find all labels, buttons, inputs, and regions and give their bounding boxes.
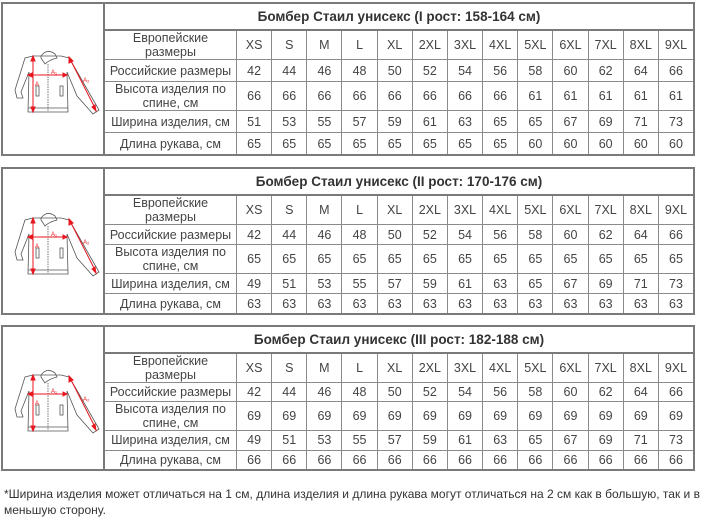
table-cell: 65 (517, 111, 552, 132)
row-label: Высота изделия по спине, см (115, 82, 226, 110)
table-cell: 65 (623, 245, 658, 273)
table-cell: 6XL (552, 31, 587, 59)
table-cell: 65 (377, 133, 412, 154)
table-cell: 3XL (447, 196, 482, 224)
table-cell: 65 (517, 245, 552, 273)
table-cell: 69 (658, 402, 693, 430)
table-cell: 69 (588, 274, 623, 293)
table-cell: 63 (271, 294, 306, 313)
jacket-measurement-diagram-icon (3, 196, 103, 286)
table-cell: 59 (412, 274, 447, 293)
table-cell: 65 (482, 111, 517, 132)
table-cell: 57 (377, 274, 412, 293)
table-cell: 55 (341, 274, 376, 293)
table-cell: 65 (271, 133, 306, 154)
table-cell: 65 (306, 133, 341, 154)
table-cell: 69 (623, 402, 658, 430)
table-cell: XL (377, 354, 412, 382)
table-cell: 65 (588, 245, 623, 273)
table-cell: 58 (517, 60, 552, 81)
height-row (105, 82, 693, 111)
table-cell: 65 (377, 245, 412, 273)
table-cell: 66 (271, 451, 306, 469)
table-cell: 5XL (517, 31, 552, 59)
table-cell: 2XL (412, 196, 447, 224)
table-cell: 53 (306, 431, 341, 449)
table-cell: 64 (623, 60, 658, 81)
table-cell: 55 (341, 431, 376, 449)
table-cell: 63 (306, 294, 341, 313)
table-cell: 66 (517, 451, 552, 469)
table-cell: 65 (447, 245, 482, 273)
height-row (105, 245, 693, 274)
table-cell: 65 (447, 133, 482, 154)
table-cell: 44 (271, 383, 306, 401)
table-cell: 3XL (447, 31, 482, 59)
table-cell: 51 (236, 111, 271, 132)
table-cell: 60 (658, 133, 693, 154)
table-cell: 44 (271, 225, 306, 244)
ru-sizes-row (105, 225, 693, 245)
table-cell: 66 (447, 82, 482, 110)
table-cell: 66 (377, 82, 412, 110)
table-cell: 48 (341, 225, 376, 244)
table-cell: M (306, 196, 341, 224)
table-cell: 69 (552, 402, 587, 430)
table-cell: 9XL (658, 196, 693, 224)
row-label: Ширина изделия, см (111, 276, 230, 291)
table-cell: 8XL (623, 354, 658, 382)
table-cell: 49 (236, 274, 271, 293)
table-cell: 5XL (517, 196, 552, 224)
table-cell: XS (236, 31, 271, 59)
table-cell: 69 (341, 402, 376, 430)
sleeve-row (105, 451, 693, 469)
table-cell: 9XL (658, 31, 693, 59)
table-cell: 52 (412, 225, 447, 244)
table-cell: 60 (552, 225, 587, 244)
row-label: Российские размеры (109, 385, 232, 400)
table-cell: 51 (271, 431, 306, 449)
row-label: Европейские размеры (132, 354, 209, 382)
table-cell: 8XL (623, 31, 658, 59)
table-cell: 66 (658, 225, 693, 244)
table-cell: 46 (306, 60, 341, 81)
table-cell: 42 (236, 60, 271, 81)
width-row (105, 274, 693, 294)
table-cell: 71 (623, 431, 658, 449)
table-cell: 65 (341, 245, 376, 273)
table-cell: 66 (447, 451, 482, 469)
table-cell: 73 (658, 274, 693, 293)
table-cell: 61 (588, 82, 623, 110)
table-cell: 66 (658, 60, 693, 81)
table-cell: 60 (552, 383, 587, 401)
table-cell: 66 (341, 451, 376, 469)
table-cell: L (341, 31, 376, 59)
measurement-label: A₁ (51, 232, 58, 238)
table-cell: 65 (517, 274, 552, 293)
size-table-block (1, 167, 695, 315)
size-table-block (1, 325, 695, 471)
table-cell: 2XL (412, 31, 447, 59)
table-cell: 60 (623, 133, 658, 154)
table-cell: 60 (517, 133, 552, 154)
row-label: Высота изделия по спине, см (115, 245, 226, 273)
table-cell: 8XL (623, 196, 658, 224)
table-cell: 69 (482, 402, 517, 430)
table-cell: 66 (377, 451, 412, 469)
table-cell: 63 (482, 431, 517, 449)
ru-sizes-row (105, 383, 693, 402)
row-label: Длина рукава, см (119, 136, 222, 151)
size-table (105, 4, 693, 154)
table-cell: 66 (658, 383, 693, 401)
table-cell: 9XL (658, 354, 693, 382)
row-label: Высота изделия по спине, см (115, 402, 226, 431)
table-cell: 73 (658, 431, 693, 449)
table-cell: XL (377, 196, 412, 224)
table-cell: 61 (447, 431, 482, 449)
table-cell: 58 (517, 225, 552, 244)
height-row (105, 402, 693, 431)
table-cell: 63 (236, 294, 271, 313)
table-cell: 56 (482, 225, 517, 244)
table-cell: 42 (236, 225, 271, 244)
table-cell: 67 (552, 111, 587, 132)
row-label: Российские размеры (109, 227, 232, 242)
table-cell: 62 (588, 383, 623, 401)
table-cell: 4XL (482, 354, 517, 382)
table-title: Бомбер Стаил унисекс (I рост: 158-164 см) (105, 4, 693, 31)
table-cell: 63 (412, 294, 447, 313)
size-table (105, 169, 693, 313)
table-cell: 52 (412, 383, 447, 401)
row-label: Европейские размеры (132, 31, 209, 59)
table-cell: 44 (271, 60, 306, 81)
table-cell: 69 (271, 402, 306, 430)
table-cell: 66 (482, 82, 517, 110)
table-cell: 67 (552, 431, 587, 449)
row-label: Длина рукава, см (119, 296, 222, 311)
table-cell: 65 (412, 245, 447, 273)
table-cell: XS (236, 354, 271, 382)
table-cell: 63 (482, 294, 517, 313)
measurement-label: A (35, 244, 40, 250)
table-cell: 6XL (552, 354, 587, 382)
table-cell: 46 (306, 383, 341, 401)
table-cell: 61 (412, 111, 447, 132)
table-title: Бомбер Стаил унисекс (II рост: 170-176 см) (105, 169, 693, 196)
table-cell: 61 (623, 82, 658, 110)
table-cell: M (306, 354, 341, 382)
table-cell: 69 (588, 402, 623, 430)
table-cell: 69 (517, 402, 552, 430)
table-cell: 66 (236, 82, 271, 110)
table-cell: 69 (377, 402, 412, 430)
table-cell: 66 (271, 82, 306, 110)
width-row (105, 111, 693, 133)
table-cell: 69 (588, 431, 623, 449)
table-cell: 66 (482, 451, 517, 469)
table-cell: L (341, 196, 376, 224)
table-cell: 63 (341, 294, 376, 313)
table-cell: 66 (552, 451, 587, 469)
table-cell: 7XL (588, 31, 623, 59)
table-cell: 65 (236, 133, 271, 154)
table-cell: 63 (482, 274, 517, 293)
table-cell: 50 (377, 60, 412, 81)
table-cell: 69 (447, 402, 482, 430)
table-cell: XS (236, 196, 271, 224)
ru-sizes-row (105, 60, 693, 82)
table-cell: 66 (412, 82, 447, 110)
table-cell: 66 (341, 82, 376, 110)
table-cell: 54 (447, 383, 482, 401)
table-cell: 63 (588, 294, 623, 313)
table-cell: 58 (517, 383, 552, 401)
table-cell: 65 (552, 245, 587, 273)
table-cell: 50 (377, 225, 412, 244)
table-cell: 48 (341, 60, 376, 81)
size-table-block (1, 2, 695, 156)
table-cell: 65 (482, 245, 517, 273)
table-cell: 67 (552, 274, 587, 293)
measurement-label: A₁ (51, 70, 58, 76)
sleeve-row (105, 133, 693, 154)
table-cell: 65 (658, 245, 693, 273)
table-cell: 64 (623, 383, 658, 401)
table-cell: 61 (552, 82, 587, 110)
table-cell: 66 (236, 451, 271, 469)
jacket-diagram (3, 327, 105, 469)
table-cell: 66 (412, 451, 447, 469)
measurement-label: A₂ (83, 240, 90, 246)
table-cell: 61 (517, 82, 552, 110)
table-cell: 71 (623, 274, 658, 293)
table-cell: 51 (271, 274, 306, 293)
table-cell: 7XL (588, 354, 623, 382)
row-label: Европейские размеры (132, 196, 209, 224)
table-cell: 61 (447, 274, 482, 293)
measurement-label: A₂ (83, 78, 90, 84)
table-cell: 59 (412, 431, 447, 449)
table-cell: 3XL (447, 354, 482, 382)
table-cell: 42 (236, 383, 271, 401)
table-cell: 63 (377, 294, 412, 313)
row-label: Ширина изделия, см (111, 433, 230, 448)
table-cell: 65 (271, 245, 306, 273)
table-cell: 63 (517, 294, 552, 313)
table-cell: 63 (447, 111, 482, 132)
table-cell: 64 (623, 225, 658, 244)
table-cell: 4XL (482, 31, 517, 59)
table-cell: 62 (588, 60, 623, 81)
table-cell: 5XL (517, 354, 552, 382)
table-cell: 63 (447, 294, 482, 313)
table-cell: 69 (412, 402, 447, 430)
footnote: *Ширина изделия может отличаться на 1 см, длина изделия и длина рукава могут отличаться на 2 см как в большую, так и в меньшую сторону. (4, 487, 700, 517)
eu-sizes-row (105, 354, 693, 383)
table-cell: 4XL (482, 196, 517, 224)
row-label: Длина рукава, см (119, 452, 222, 467)
table-cell: 65 (236, 245, 271, 273)
table-cell: 65 (341, 133, 376, 154)
eu-sizes-row (105, 31, 693, 60)
table-cell: 66 (306, 82, 341, 110)
row-label: Российские размеры (109, 63, 232, 78)
table-cell: S (271, 354, 306, 382)
measurement-label: A (35, 82, 40, 88)
table-cell: 59 (377, 111, 412, 132)
table-cell: 65 (412, 133, 447, 154)
table-cell: 63 (552, 294, 587, 313)
measurement-label: A₁ (51, 389, 58, 395)
table-cell: 2XL (412, 354, 447, 382)
table-cell: 62 (588, 225, 623, 244)
table-cell: 7XL (588, 196, 623, 224)
table-cell: 6XL (552, 196, 587, 224)
table-cell: M (306, 31, 341, 59)
table-cell: 63 (623, 294, 658, 313)
table-cell: 61 (658, 82, 693, 110)
table-cell: 57 (341, 111, 376, 132)
row-label: Ширина изделия, см (111, 114, 230, 129)
table-cell: 53 (271, 111, 306, 132)
table-cell: 46 (306, 225, 341, 244)
table-cell: L (341, 354, 376, 382)
table-cell: 66 (306, 451, 341, 469)
table-cell: 63 (658, 294, 693, 313)
width-row (105, 431, 693, 450)
table-cell: 65 (517, 431, 552, 449)
table-cell: 53 (306, 274, 341, 293)
sleeve-row (105, 294, 693, 313)
table-cell: 60 (552, 60, 587, 81)
eu-sizes-row (105, 196, 693, 225)
table-cell: 60 (588, 133, 623, 154)
table-cell: 54 (447, 60, 482, 81)
size-table (105, 327, 693, 469)
table-cell: 56 (482, 383, 517, 401)
table-cell: 57 (377, 431, 412, 449)
table-cell: 69 (306, 402, 341, 430)
table-cell: S (271, 31, 306, 59)
measurement-label: A₂ (83, 397, 90, 403)
table-cell: 50 (377, 383, 412, 401)
table-cell: 71 (623, 111, 658, 132)
table-cell: 60 (552, 133, 587, 154)
table-cell: 54 (447, 225, 482, 244)
table-cell: 73 (658, 111, 693, 132)
table-cell: 48 (341, 383, 376, 401)
table-cell: 69 (236, 402, 271, 430)
jacket-measurement-diagram-icon (3, 34, 103, 124)
table-cell: 66 (658, 451, 693, 469)
table-cell: 55 (306, 111, 341, 132)
table-cell: 69 (588, 111, 623, 132)
table-cell: 56 (482, 60, 517, 81)
table-cell: 52 (412, 60, 447, 81)
table-cell: XL (377, 31, 412, 59)
table-cell: S (271, 196, 306, 224)
table-cell: 65 (306, 245, 341, 273)
table-cell: 65 (482, 133, 517, 154)
measurement-label: A (35, 401, 40, 407)
jacket-diagram (3, 4, 105, 154)
table-cell: 49 (236, 431, 271, 449)
jacket-diagram (3, 169, 105, 313)
table-cell: 66 (623, 451, 658, 469)
jacket-measurement-diagram-icon (3, 353, 103, 443)
table-title: Бомбер Стаил унисекс (III рост: 182-188 см) (105, 327, 693, 354)
table-cell: 66 (588, 451, 623, 469)
